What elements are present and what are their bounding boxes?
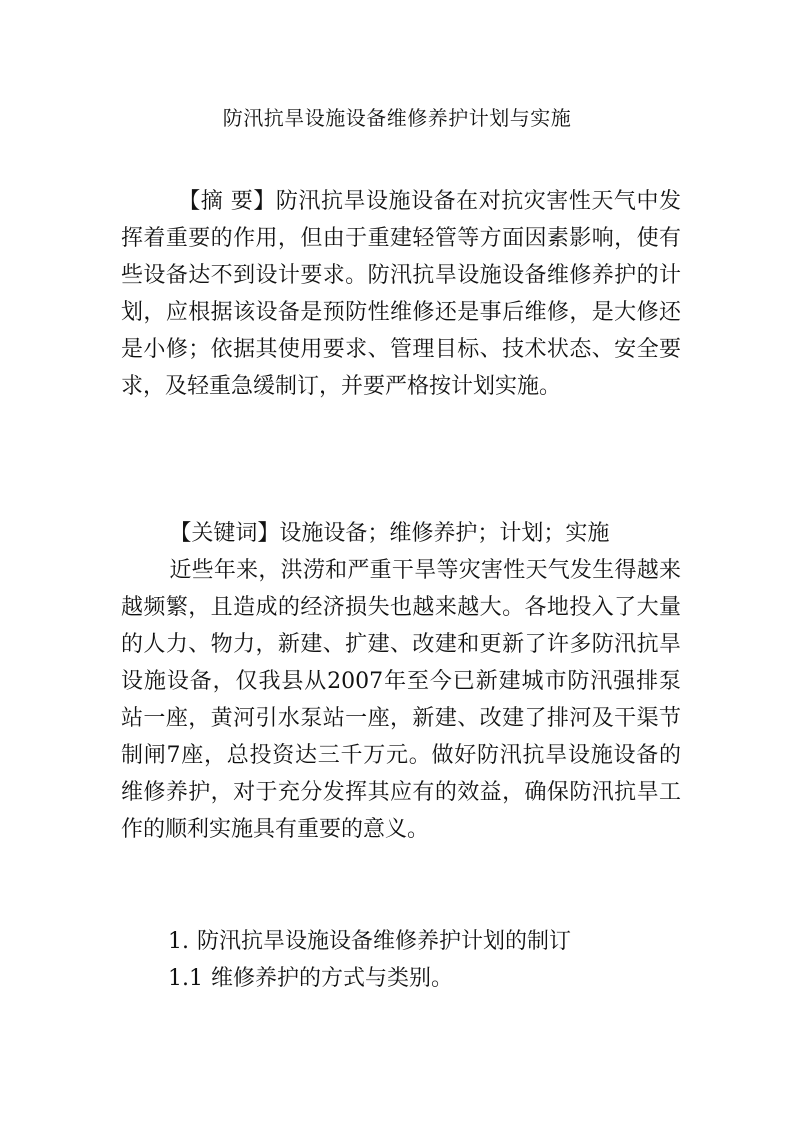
section-heading-2-number: 1.1 (168, 966, 203, 991)
abstract-label: 【摘 要】 (178, 189, 276, 214)
section-heading-2 (168, 960, 453, 997)
abstract-paragraph (121, 183, 681, 405)
document-title: 防汛抗旱设施设备维修养护计划与实施 (222, 106, 572, 130)
section-heading-1-number: 1. (168, 929, 189, 954)
section-heading-1 (168, 923, 571, 960)
keywords-label: 【关键词】 (169, 521, 280, 546)
section-heading-1-text: 防汛抗旱设施设备维修养护计划的制订 (197, 929, 572, 954)
keywords-text: 设施设备；维修养护；计划；实施 (279, 521, 610, 546)
intro-paragraph: 近些年来，洪涝和严重干旱等灾害性天气发生得越来越频繁，且造成的经济损失也越来越大。各地投入了大量的人力、物力，新建、扩建、改建和更新了许多防汛抗旱设施设备，仅我县从2007年至今已新建城市防汛强排泵站一座，黄河引水泵站一座，新建、改建了排河及干渠节制闸7座，总投资达三千万元。做好防汛抗旱设施设备的维修养护，对于充分发挥其应有的效益，确保防汛抗旱工作的顺利实施具有重要的意义。 (121, 558, 681, 842)
section-heading-2-text: 维修养护的方式与类别。 (211, 966, 454, 991)
abstract-text: 防汛抗旱设施设备在对抗灾害性天气中发挥着重要的作用，但由于重建轻管等方面因素影响，使有些设备达不到设计要求。防汛抗旱设施设备维修养护的计划，应根据该设备是预防性维修还是事后维修，是大修还是小修；依据其使用要求、管理目标、技术状态、安全要求，及轻重急缓制订，并要严格按计划实施。 (121, 189, 681, 399)
keywords-paragraph (121, 515, 681, 552)
